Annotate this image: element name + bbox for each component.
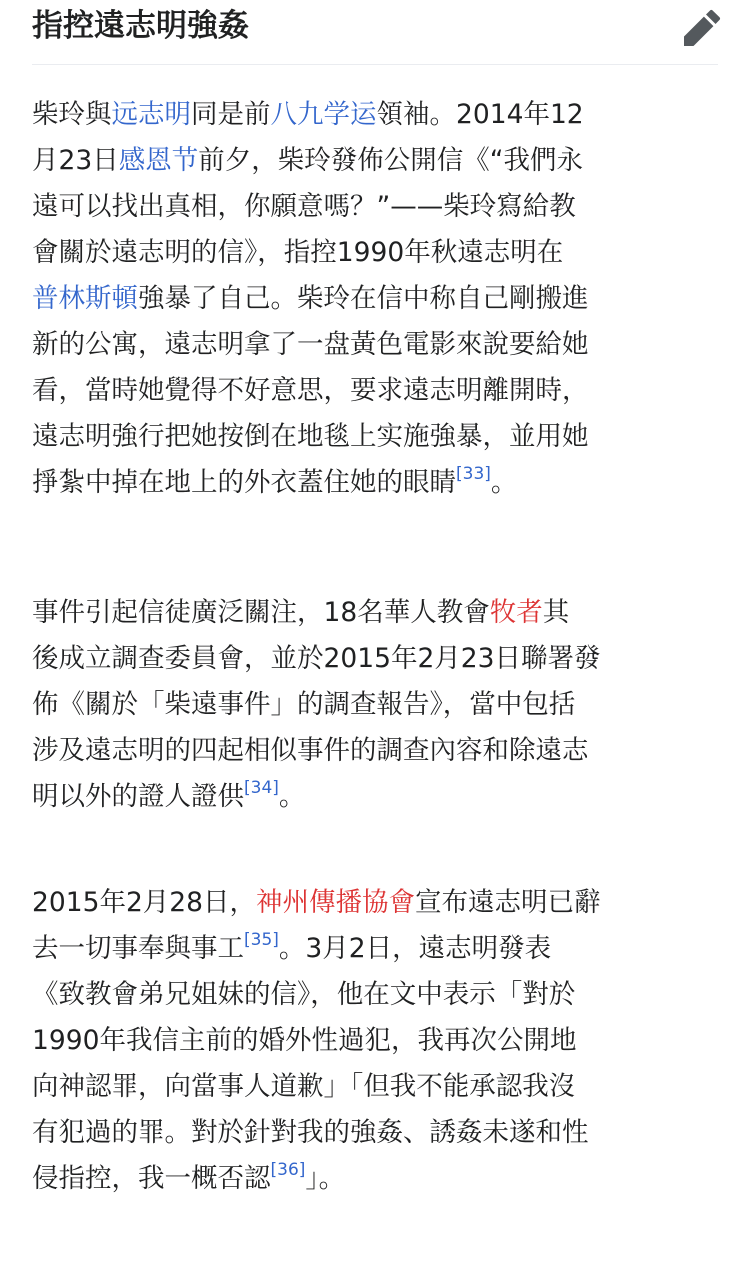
citation-link[interactable]: [35] [244,930,279,951]
text-line: 佈《關於「柴遠事件」的調查報告》，當中包括 [32,689,576,720]
citation-36[interactable] [271,1160,306,1180]
text-line: 1990年我信主前的婚外性過犯，我再次公開地 [32,1025,577,1056]
citation-33[interactable] [456,464,491,484]
text-line [32,774,722,820]
text-line: 遠可以找出真相，你願意嗎？”——柴玲寫給教 [32,191,576,222]
text: 月23日 [32,145,119,176]
text-line [32,276,722,322]
link-princeton[interactable]: 普林斯頓 [32,283,138,314]
citation-link[interactable]: [33] [456,464,491,485]
pencil-icon [682,8,722,48]
text-line [32,460,722,506]
text: 侵指控，我一概否認 [32,1163,271,1194]
text: 其 [542,597,570,628]
text: 明以外的證人證供 [32,781,244,812]
text-line: 會關於遠志明的信》，指控1990年秋遠志明在 [32,237,564,268]
text-line: 看，當時她覺得不好意思，要求遠志明離開時， [32,375,589,406]
text: 柴玲與 [32,99,112,130]
text: 。 [278,781,306,812]
text-line: 遠志明強行把她按倒在地毯上实施強暴，並用她 [32,421,589,452]
text-line [32,1156,722,1202]
text: 宣布遠志明已辭 [415,887,601,918]
text-line: 向神認罪，向當事人道歉」「但我不能承認我沒 [32,1071,576,1102]
text: 掙紮中掉在地上的外衣蓋住她的眼睛 [32,467,456,498]
text-line [32,880,722,926]
link-1989-student-movement[interactable]: 八九学运 [270,99,377,130]
text-line: 後成立調查委員會，並於2015年2月23日聯署發 [32,643,601,674]
text-line: 有犯過的罪。對於針對我的強姦、誘姦未遂和性 [32,1117,589,1148]
paragraph-3 [32,880,722,1202]
link-yuan-zhiming[interactable]: 远志明 [111,99,191,130]
link-thanksgiving[interactable]: 感恩节 [118,145,199,176]
citation-link[interactable]: [36] [270,1160,306,1181]
redlink-china-soul-ministries[interactable]: 神州傳播協會 [256,887,416,918]
citation-34[interactable] [244,778,279,798]
section-title: 指控遠志明強姦 [32,8,249,44]
text: 前夕，柴玲發佈公開信《“我們永 [198,145,583,176]
text: 。3月2日，遠志明發表 [278,933,552,964]
text: 強暴了自己。柴玲在信中称自己剛搬進 [138,283,589,314]
paragraph-2 [32,590,722,820]
section-heading [32,0,722,60]
text-line: 涉及遠志明的四起相似事件的調查內容和除遠志 [32,735,589,766]
text-line [32,92,722,138]
text: 2015年2月28日， [32,887,257,918]
text-line [32,926,722,972]
text-line [32,138,722,184]
heading-divider [32,64,718,65]
paragraph-1 [32,92,722,506]
text-line: 《致教會弟兄姐妹的信》，他在文中表示「對於 [32,979,576,1010]
text: 事件引起信徒廣泛關注，18名華人教會 [32,597,490,628]
edit-section-button[interactable] [682,8,722,48]
text: 領袖。2014年12 [376,99,584,130]
text-line: 新的公寓，遠志明拿了一盘黃色電影來說要給她 [32,329,589,360]
text: 去一切事奉與事工 [32,933,244,964]
text: 。 [490,467,518,498]
redlink-pastor[interactable]: 牧者 [489,597,543,628]
citation-link[interactable]: [34] [244,778,279,799]
citation-35[interactable] [244,930,279,950]
text-line [32,590,722,636]
text: 」。 [305,1163,346,1194]
text: 同是前 [191,99,271,130]
